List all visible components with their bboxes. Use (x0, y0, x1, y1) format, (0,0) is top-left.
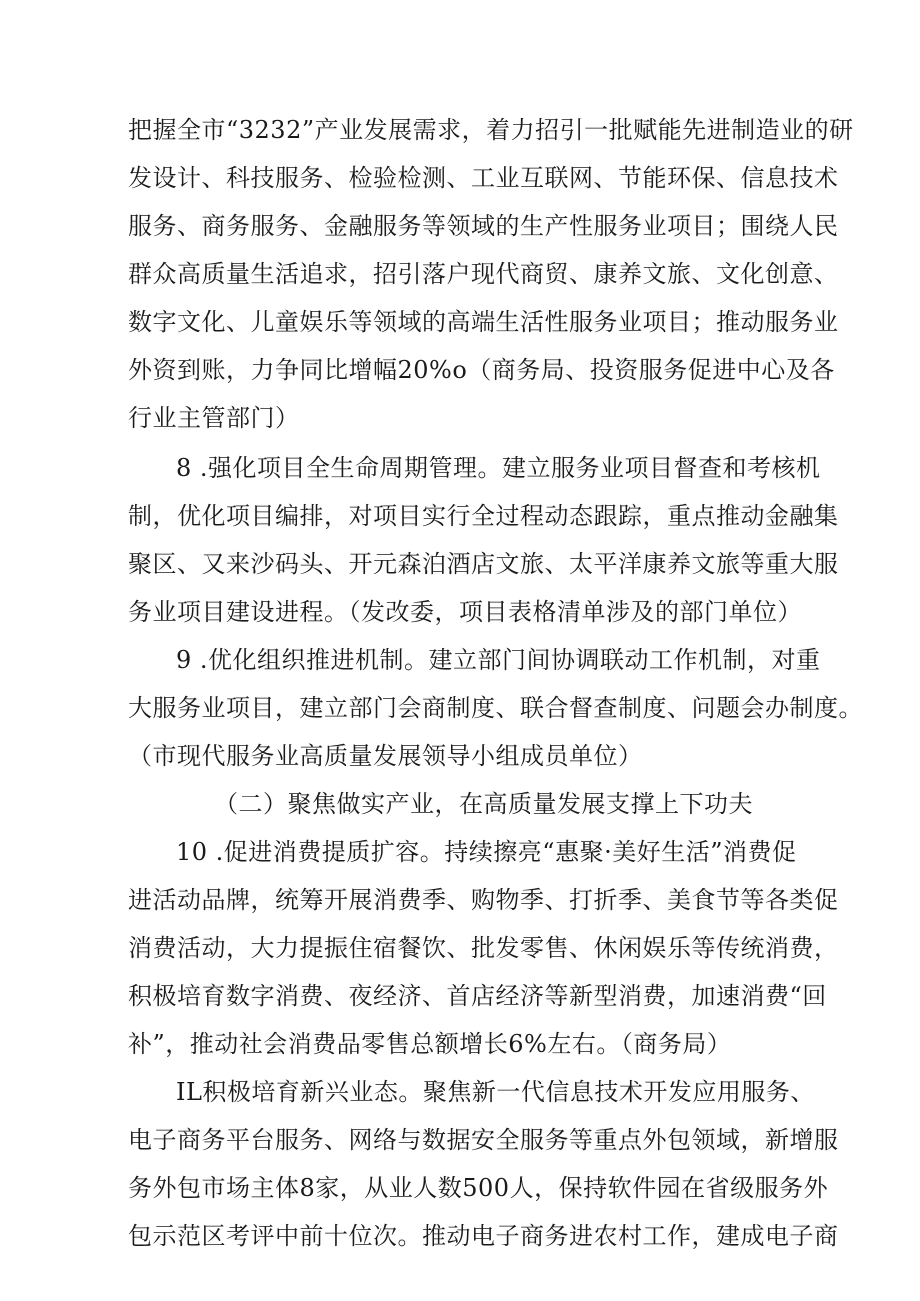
paragraph-line: IL积极培育新兴业态。聚焦新一代信息技术开发应用服务、 (176, 1078, 815, 1106)
paragraph-line: 外资到账，力争同比增幅20%o（商务局、投资服务促进中心及各 (128, 356, 835, 384)
paragraph-line: 把握全市“3232”产业发展需求，着力招引一批赋能先进制造业的研 (128, 116, 854, 144)
paragraph-line: 服务、商务服务、金融服务等领域的生产性服务业项目；围绕人民 (128, 212, 839, 240)
paragraph-line: 9 .优化组织推进机制。建立部门间协调联动工作机制，对重 (176, 646, 821, 674)
paragraph-line: 务外包市场主体8家，从业人数500人，保持软件园在省级服务外 (128, 1174, 829, 1202)
paragraph-line: 发设计、科技服务、检验检测、工业互联网、节能环保、信息技术 (128, 164, 839, 192)
paragraph-line: 进活动品牌，统筹开展消费季、购物季、打折季、美食节等各类促 (128, 886, 839, 914)
paragraph-line: 群众高质量生活追求，招引落户现代商贸、康养文旅、文化创意、 (128, 260, 839, 288)
paragraph-line: 务业项目建设进程。（发改委，项目表格清单涉及的部门单位） (128, 598, 802, 626)
paragraph-line: 补”，推动社会消费品零售总额增长6%左右。（商务局） (128, 1030, 732, 1058)
paragraph-line: 聚区、又来沙码头、开元森泊酒店文旅、太平洋康养文旅等重大服 (128, 550, 839, 578)
paragraph-line: 制，优化项目编排，对项目实行全过程动态跟踪，重点推动金融集 (128, 502, 839, 530)
paragraph-line: 数字文化、儿童娱乐等领域的高端生活性服务业项目；推动服务业 (128, 308, 839, 336)
section-heading: （二）聚焦做实产业，在高质量发展支撑上下功夫 (214, 790, 753, 818)
paragraph-line: 消费活动，大力提振住宿餐饮、批发零售、休闲娱乐等传统消费， (128, 934, 839, 962)
paragraph-line: 包示范区考评中前十位次。推动电子商务进农村工作，建成电子商 (128, 1222, 839, 1250)
paragraph-line: 积极培育数字消费、夜经济、首店经济等新型消费，加速消费“回 (128, 982, 827, 1010)
paragraph-line: 大服务业项目，建立部门会商制度、联合督查制度、问题会办制度。 (128, 694, 863, 722)
paragraph-line: 电子商务平台服务、网络与数据安全服务等重点外包领域，新增服 (128, 1126, 839, 1154)
paragraph-line: 8 .强化项目全生命周期管理。建立服务业项目督查和考核机 (176, 454, 821, 482)
paragraph-line: 行业主管部门） (128, 404, 300, 432)
paragraph-line: （市现代服务业高质量发展领导小组成员单位） (128, 742, 643, 770)
paragraph-line: 10 .促进消费提质扩容。持续擦亮“惠聚·美好生活”消费促 (176, 838, 797, 866)
